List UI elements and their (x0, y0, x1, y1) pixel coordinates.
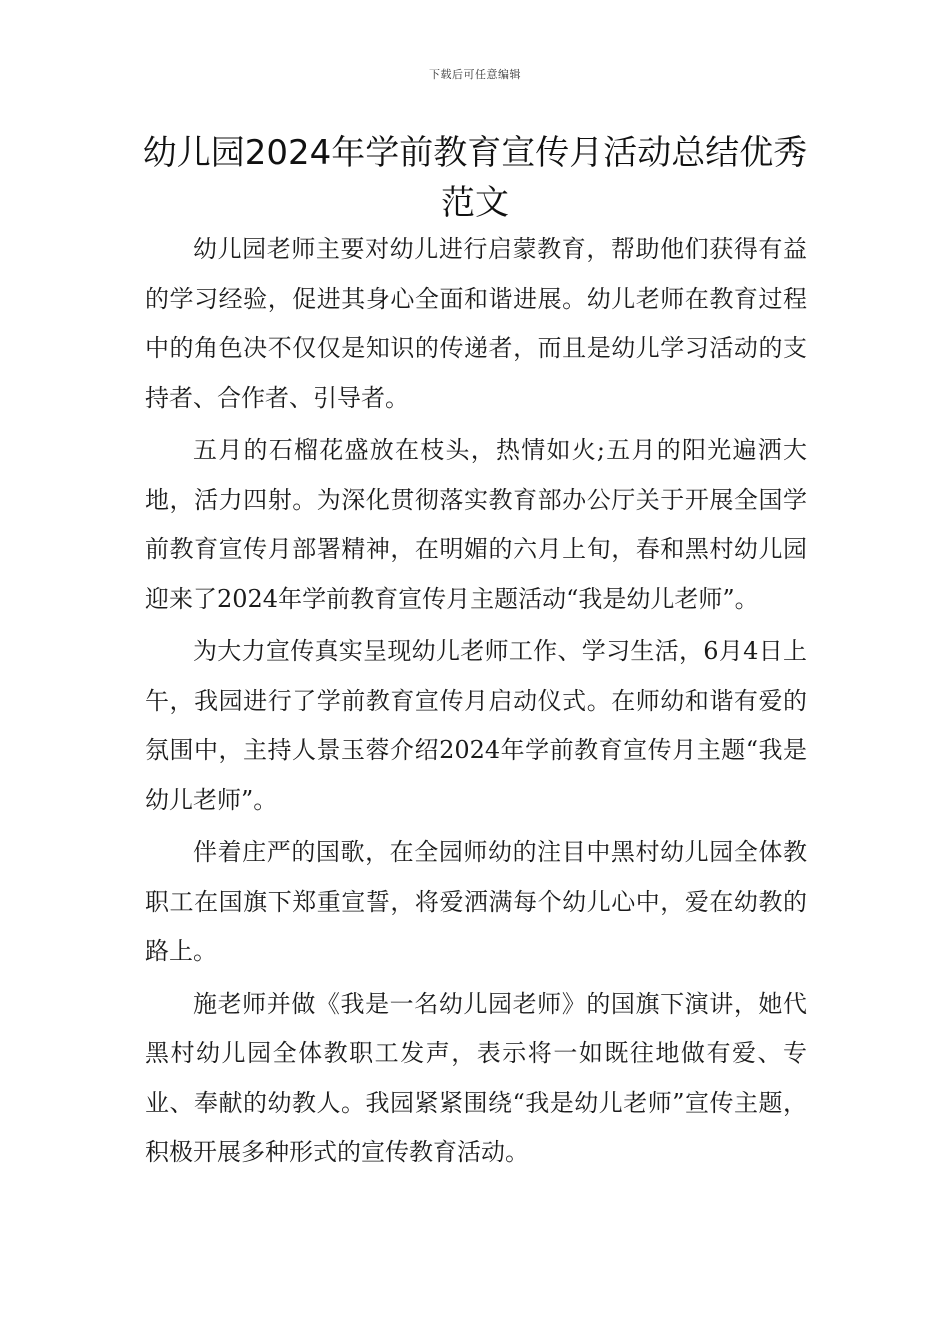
paragraph-1: 幼儿园老师主要对幼儿进行启蒙教育，帮助他们获得有益的学习经验，促进其身心全面和谐进展。幼儿老师在教育过程中的角色决不仅仅是知识的传递者，而且是幼儿学习活动的支持者、合作者、引导者。 (145, 235, 807, 412)
document-title: 幼儿园2024年学前教育宣传月活动总结优秀范文 (142, 133, 808, 223)
paragraph-4: 伴着庄严的国歌，在全园师幼的注目中黑村幼儿园全体教职工在国旗下郑重宣誓，将爱洒满每个幼儿心中，爱在幼教的路上。 (145, 838, 807, 965)
paragraph-3: 为大力宣传真实呈现幼儿老师工作、学习生活，6月4日上午，我园进行了学前教育宣传月启动仪式。在师幼和谐有爱的氛围中，主持人景玉蓉介绍2024年学前教育宣传月主题“我是幼儿老师”。 (145, 637, 807, 814)
paragraph-5: 施老师并做《我是一名幼儿园老师》的国旗下演讲，她代黑村幼儿园全体教职工发声，表示将一如既往地做有爱、专业、奉献的幼教人。我园紧紧围绕“我是幼儿老师”宣传主题，积极开展多种形式的宣传教育活动。 (145, 989, 807, 1166)
paragraph-2: 五月的石榴花盛放在枝头，热情如火;五月的阳光遍洒大地，活力四射。为深化贯彻落实教育部办公厅关于开展全国学前教育宣传月部署精神，在明媚的六月上旬，春和黑村幼儿园迎来了2024年学前教育宣传月主题活动“我是幼儿老师”。 (145, 436, 807, 613)
download-note: 下载后可任意编辑 (429, 68, 521, 81)
document-body (145, 225, 807, 1181)
